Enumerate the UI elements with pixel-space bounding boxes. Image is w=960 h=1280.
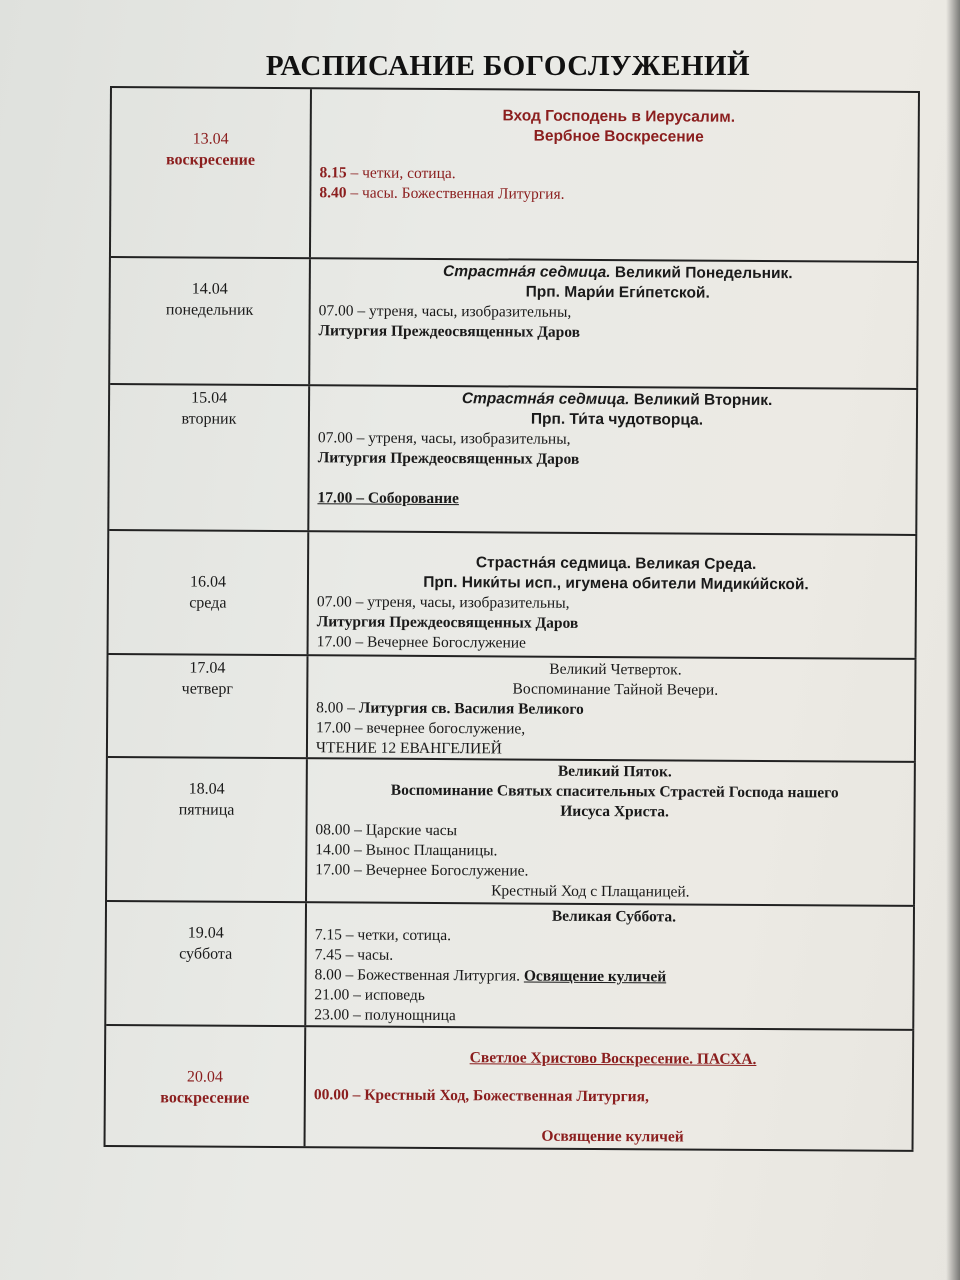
- feast-title: Вход Господень в Иерусалим.: [502, 107, 736, 126]
- service-line: 8.15 – четки, сотица.: [319, 164, 456, 183]
- service-line: 8.40 – часы. Божественная Литургия.: [319, 184, 565, 203]
- feast-title: Страстна́я седмица. Великий Понедельник.: [443, 263, 793, 283]
- table-row: [108, 655, 917, 763]
- schedule-table: [104, 86, 920, 1152]
- feast-subtitle: Прп. Ти́та чудотворца.: [530, 410, 704, 429]
- service-line: 07.00 – утреня, часы, изобразительны,: [318, 302, 572, 321]
- service-cell: [307, 759, 916, 905]
- date-cell: [106, 1026, 307, 1146]
- date: 18.04: [188, 780, 225, 798]
- date: 19.04: [187, 924, 224, 942]
- service-line: ЧТЕНИЕ 12 ЕВАНГЕЛИЕЙ: [315, 739, 502, 758]
- date: 16.04: [189, 573, 227, 591]
- service-cell: [311, 89, 920, 261]
- weekday: понедельник: [165, 301, 254, 319]
- service-line: Литургия Преждеосвященных Даров: [317, 449, 580, 468]
- feast-subtitle: Воспоминание Святых спасительных Страстей Господа нашего: [390, 781, 839, 802]
- feast-subtitle: Воспоминание Тайной Вечери.: [512, 680, 719, 699]
- service-line: 17.00 – Вечернее Богослужение.: [315, 861, 529, 880]
- table-row: [110, 258, 919, 390]
- weekday: четверг: [181, 680, 233, 698]
- service-line: 8.00 – Божественная Литургия. Освящение куличей: [314, 966, 667, 986]
- service-line: 8.00 – Литургия св. Василия Великого: [316, 699, 584, 718]
- date-cell: [108, 655, 309, 757]
- date-cell: [106, 902, 307, 1025]
- weekday: вторник: [181, 410, 237, 428]
- service-cell: [310, 259, 919, 388]
- service-line: Освящение куличей: [541, 1127, 684, 1146]
- service-line: 7.15 – четки, сотица.: [314, 926, 452, 945]
- table-row: [111, 88, 920, 263]
- date-cell: [109, 531, 310, 654]
- feast-title: Светлое Христово Воскресение. ПАСХА.: [469, 1049, 757, 1068]
- weekday: воскресение: [165, 151, 256, 169]
- weekday: суббота: [179, 945, 233, 963]
- service-line: 17.00 – вечернее богослужение,: [316, 719, 526, 738]
- table-row: [109, 531, 918, 660]
- weekday: воскресение: [160, 1089, 250, 1107]
- feast-subtitle: Прп. Ники́ты исп., игумена обители Мидики́йской.: [423, 573, 809, 594]
- service-cell: [306, 903, 915, 1029]
- service-line: 14.00 – Вынос Плащаницы.: [315, 841, 498, 860]
- feast-title: Страстна́я седмица. Великий Вторник.: [461, 390, 773, 410]
- weekday: среда: [189, 594, 227, 612]
- page-title: РАСПИСАНИЕ БОГОСЛУЖЕНИЙ: [265, 50, 751, 82]
- service-line: Крестный Ход с Плащаницей.: [491, 882, 690, 901]
- service-line: 00.00 – Крестный Ход, Божественная Литургия,: [313, 1086, 649, 1106]
- date: 20.04: [186, 1068, 223, 1086]
- feast-subtitle: Прп. Мари́и Еги́петской.: [525, 283, 710, 302]
- service-line: 07.00 – утреня, часы, изобразительны,: [316, 593, 570, 612]
- table-row: [107, 758, 916, 907]
- service-line: 08.00 – Царские часы: [315, 821, 458, 840]
- service-line: 7.45 – часы.: [314, 946, 394, 964]
- service-line: Литургия Преждеосвященных Даров: [316, 613, 579, 632]
- date-cell: [107, 758, 308, 901]
- date-cell: [111, 88, 312, 257]
- service-line: 17.00 – Вечернее Богослужение: [316, 633, 527, 652]
- service-cell: [308, 656, 917, 761]
- date: 17.04: [189, 659, 226, 677]
- feast-title: Страстна́я седмица. Великая Среда.: [475, 554, 757, 573]
- service-cell: [309, 532, 918, 658]
- table-row: [106, 902, 915, 1031]
- service-line: 17.00 – Соборование: [317, 489, 460, 508]
- date-cell: [110, 258, 311, 384]
- date: 15.04: [191, 389, 228, 407]
- weekday: пятница: [178, 801, 235, 819]
- service-line: 21.00 – исповедь: [314, 986, 425, 1004]
- service-line: 07.00 – утреня, часы, изобразительны,: [317, 429, 571, 448]
- feast-subtitle: Вербное Воскресение: [533, 127, 704, 146]
- feast-subtitle: Иисуса Христа.: [560, 802, 669, 821]
- date-cell: [109, 385, 310, 530]
- service-cell: [306, 1027, 915, 1150]
- date: 14.04: [191, 280, 228, 298]
- feast-title: Великая Суббота.: [551, 907, 677, 926]
- service-line: 23.00 – полунощница: [314, 1006, 456, 1025]
- table-row: [109, 385, 918, 536]
- service-cell: [309, 386, 918, 534]
- date: 13.04: [192, 130, 229, 148]
- service-line: Литургия Преждеосвященных Даров: [318, 322, 581, 341]
- page-shadow: [946, 0, 960, 1280]
- feast-title: Великий Пяток.: [557, 762, 672, 781]
- table-row: [106, 1026, 915, 1152]
- feast-title: Великий Четверток.: [549, 660, 682, 679]
